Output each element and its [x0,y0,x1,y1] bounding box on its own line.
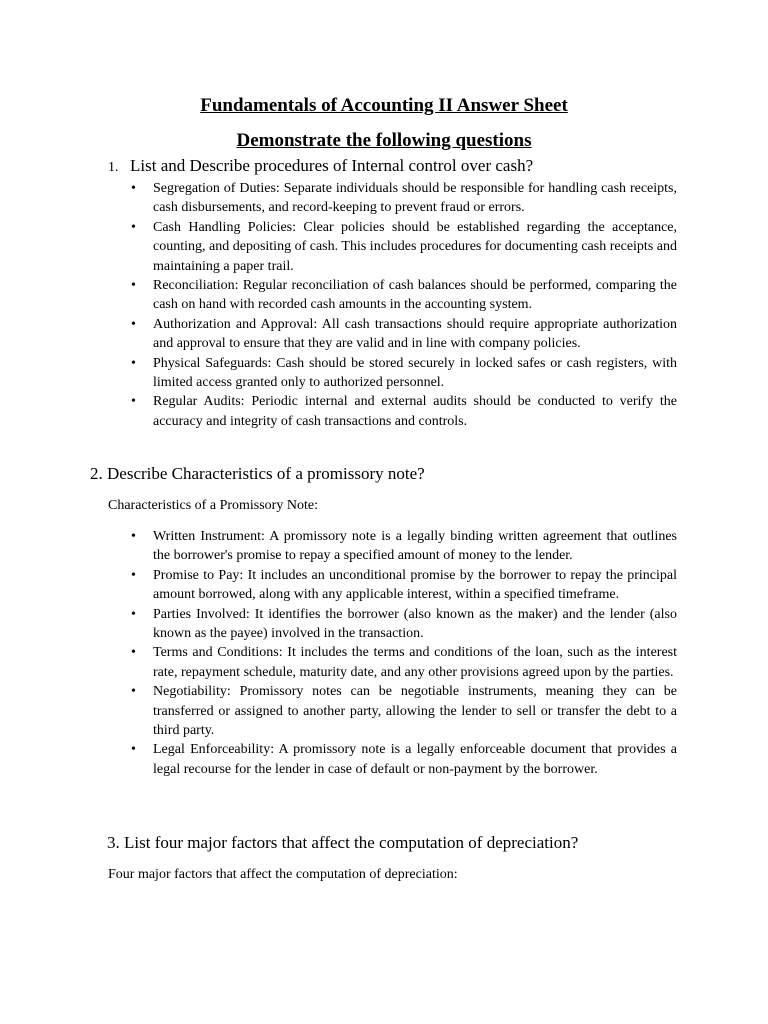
list-item: • Written Instrument: A promissory note is a legally binding written agreement that outlines the borrower's promise to repay a specified amount of money to the lender. [153,527,677,566]
list-item: • Cash Handling Policies: Clear policies should be established regarding the acceptance, counting, and depositing of cash. This includes procedures for documenting cash receipts and maintaining a paper trail. [153,218,677,276]
question-2-intro: Characteristics of a Promissory Note: [108,498,318,513]
question-1-list [153,179,677,431]
question-3-intro: Four major factors that affect the computation of depreciation: [108,867,458,882]
document-title: Fundamentals of Accounting II Answer Sheet [200,95,568,116]
list-item: • Segregation of Duties: Separate individuals should be responsible for handling cash receipts, cash disbursements, and record-keeping to prevent fraud or errors. [153,179,677,218]
list-item: • Promise to Pay: It includes an unconditional promise by the borrower to repay the principal amount borrowed, along with any applicable interest, within a specified timeframe. [153,566,677,605]
list-item: • Terms and Conditions: It includes the terms and conditions of the loan, such as the interest rate, repayment schedule, maturity date, and any other provisions agreed upon by the parties. [153,643,677,682]
list-item: • Parties Involved: It identifies the borrower (also known as the maker) and the lender (also known as the payee) involved in the transaction. [153,605,677,644]
question-2-list [153,527,677,779]
question-3-heading: 3. List four major factors that affect the computation of depreciation? [107,833,579,852]
question-2-heading: 2. Describe Characteristics of a promissory note? [90,464,425,483]
list-item: • Legal Enforceability: A promissory note is a legally enforceable document that provides a legal recourse for the lender in case of default or non-payment by the borrower. [153,740,677,779]
list-item: • Negotiability: Promissory notes can be negotiable instruments, meaning they can be transferred or assigned to another party, allowing the lender to sell or transfer the debt to a third party. [153,682,677,740]
question-1-number: 1. [108,160,119,175]
list-item: • Authorization and Approval: All cash transactions should require appropriate authorization and approval to ensure that they are valid and in line with company policies. [153,315,677,354]
question-1-heading [108,155,533,179]
list-item: • Regular Audits: Periodic internal and external audits should be conducted to verify the accuracy and integrity of cash transactions and controls. [153,392,677,431]
list-item: • Physical Safeguards: Cash should be stored securely in locked safes or cash registers, with limited access granted only to authorized personnel. [153,354,677,393]
document-subtitle: Demonstrate the following questions [236,130,532,151]
question-1-text: List and Describe procedures of Internal control over cash? [130,156,534,175]
list-item: • Reconciliation: Regular reconciliation of cash balances should be performed, comparing the cash on hand with recorded cash amounts in the accounting system. [153,276,677,315]
